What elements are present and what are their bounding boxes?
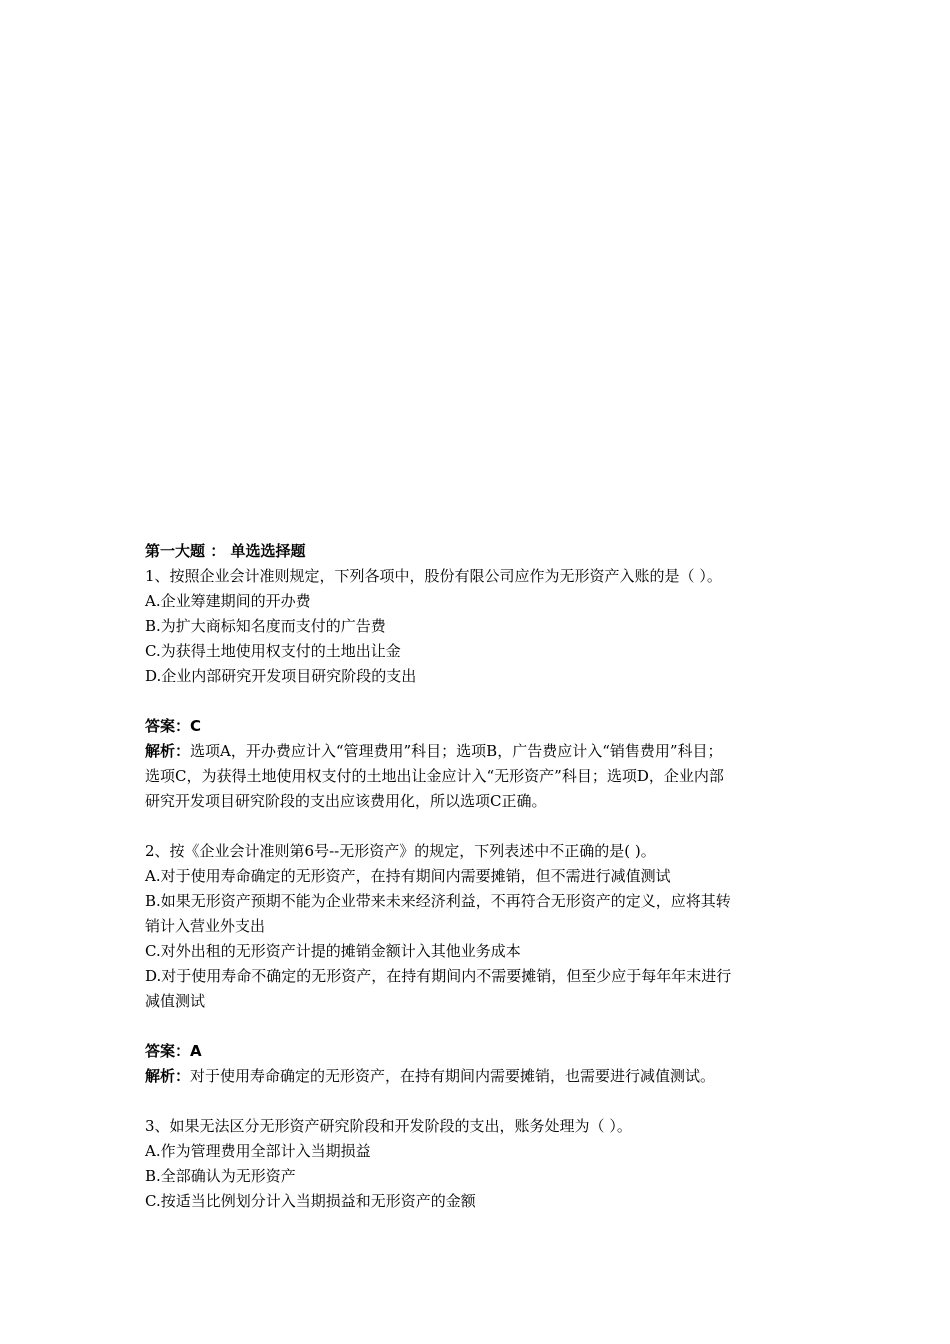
option-c: C.按适当比例划分计入当期损益和无形资产的金额 (145, 1192, 476, 1210)
analysis-label: 解析： (145, 1067, 191, 1085)
option-b: B.为扩大商标知名度而支付的广告费 (145, 617, 386, 635)
answer-line (145, 1039, 825, 1064)
spacer (145, 814, 825, 839)
option-d: D.对于使用寿命不确定的无形资产，在持有期间内不需要摊销，但至少应于每年年末进行 (145, 967, 732, 985)
question-1 (145, 564, 825, 814)
analysis-line (145, 1064, 825, 1089)
analysis-text: 选项A，开办费应计入“管理费用”科目；选项B，广告费应计入“销售费用”科目； (190, 742, 723, 760)
analysis-line (145, 739, 825, 764)
option-d-continued: 减值测试 (145, 992, 206, 1010)
question-stem: 1、按照企业会计准则规定，下列各项中，股份有限公司应作为无形资产入账的是（ ）。 (145, 567, 722, 585)
option-b: B.如果无形资产预期不能为企业带来未来经济利益，不再符合无形资产的定义，应将其转 (145, 892, 731, 910)
option-a: A.作为管理费用全部计入当期损益 (145, 1142, 371, 1160)
spacer (145, 1089, 825, 1114)
answer-value: C (190, 717, 202, 735)
answer-line (145, 714, 825, 739)
question-3 (145, 1114, 825, 1214)
question-stem: 2、按《企业会计准则第6号--无形资产》的规定，下列表述中不正确的是( )。 (145, 842, 656, 860)
question-2 (145, 839, 825, 1089)
question-stem: 3、如果无法区分无形资产研究阶段和开发阶段的支出，账务处理为（ ）。 (145, 1117, 632, 1135)
section-title: 第一大题 ： 单选选择题 (145, 542, 306, 560)
analysis-text: 研究开发项目研究阶段的支出应该费用化，所以选项C正确。 (145, 792, 547, 810)
answer-label: 答案： (145, 717, 191, 735)
option-a: A.企业筹建期间的开办费 (145, 592, 311, 610)
analysis-text: 选项C，为获得土地使用权支付的土地出让金应计入“无形资产”科目；选项D，企业内部 (145, 767, 724, 785)
spacer (145, 1014, 825, 1039)
document-content (145, 539, 825, 1214)
option-c: C.对外出租的无形资产计提的摊销金额计入其他业务成本 (145, 942, 521, 960)
option-a: A.对于使用寿命确定的无形资产，在持有期间内需要摊销，但不需进行减值测试 (145, 867, 671, 885)
answer-label: 答案： (145, 1042, 191, 1060)
option-d: D.企业内部研究开发项目研究阶段的支出 (145, 667, 417, 685)
spacer (145, 689, 825, 714)
analysis-label: 解析： (145, 742, 191, 760)
option-c: C.为获得土地使用权支付的土地出让金 (145, 642, 401, 660)
option-b-continued: 销计入营业外支出 (145, 917, 266, 935)
option-b: B.全部确认为无形资产 (145, 1167, 296, 1185)
analysis-text: 对于使用寿命确定的无形资产，在持有期间内需要摊销，也需要进行减值测试。 (190, 1067, 716, 1085)
answer-value: A (190, 1042, 202, 1060)
